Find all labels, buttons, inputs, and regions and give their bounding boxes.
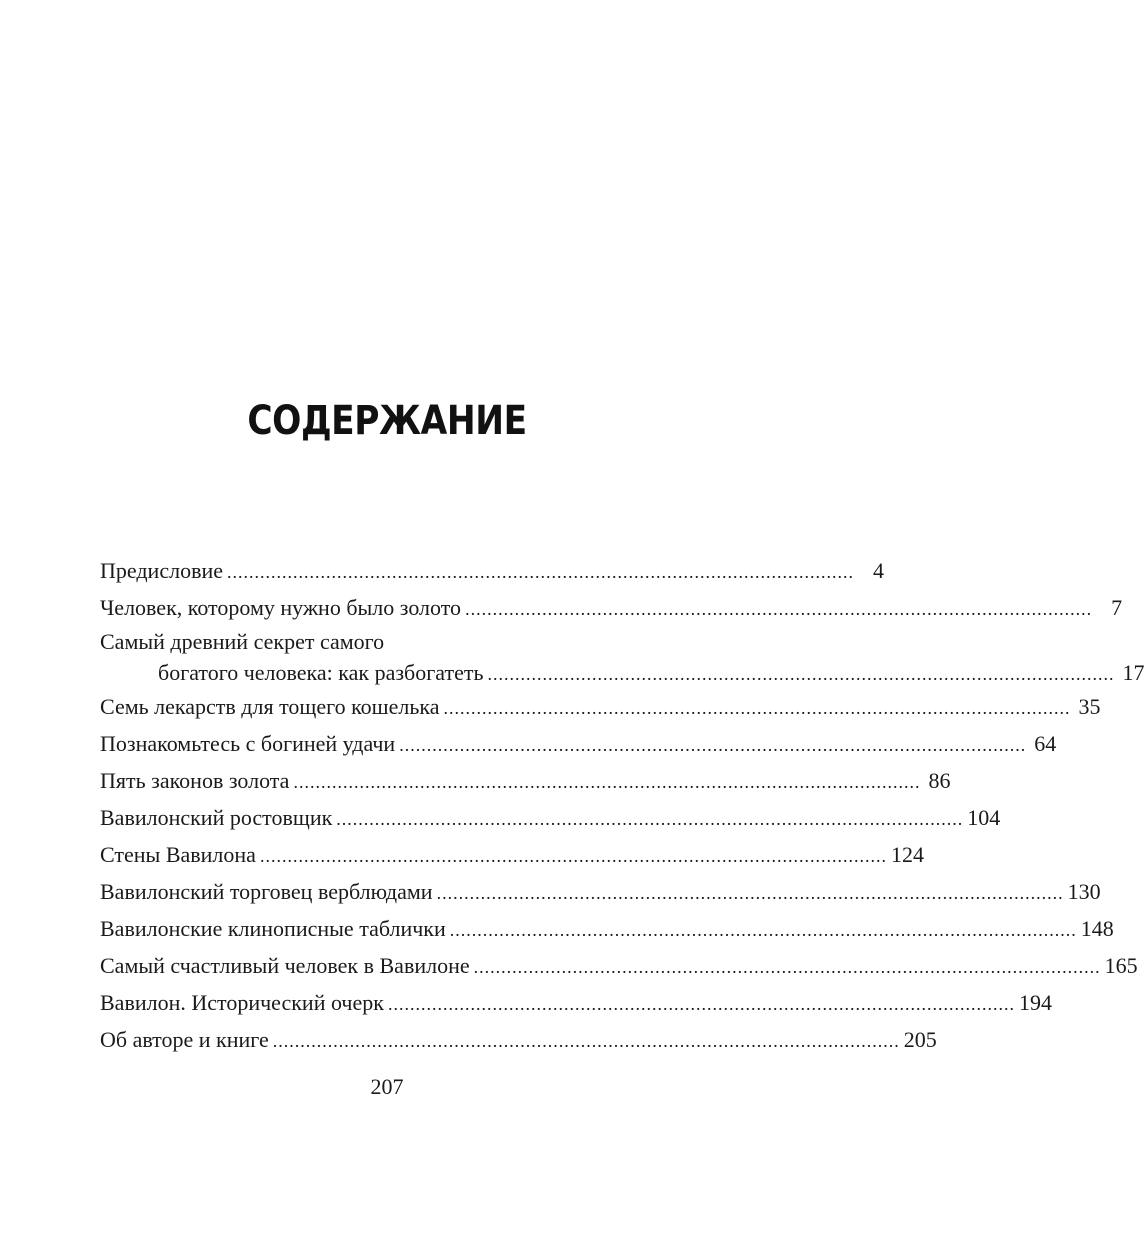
dot-leader: .................................................................................................................. bbox=[336, 809, 964, 829]
dot-leader: .................................................................................................................. bbox=[443, 698, 1071, 718]
toc-entry-label: Самый древний секрет самого bbox=[100, 629, 385, 654]
toc-entry[interactable] bbox=[100, 725, 1057, 762]
toc-entry-label: богатого человека: как разбогатеть bbox=[158, 660, 484, 685]
page-number: 207 bbox=[370, 1074, 404, 1099]
toc-entry-page: 35 bbox=[1078, 694, 1101, 719]
dot-leader: .................................................................................................................. bbox=[399, 735, 1027, 755]
toc-entry-page: 130 bbox=[1067, 879, 1101, 904]
toc-entry-page: 148 bbox=[1080, 916, 1114, 941]
toc-entry-label: Вавилон. Исторический очерк bbox=[100, 990, 384, 1015]
dot-leader: .................................................................................................................. bbox=[436, 883, 1064, 903]
toc-entry-label: Человек, которому нужно было золото bbox=[100, 595, 462, 620]
dot-leader: .................................................................................................................. bbox=[227, 562, 854, 582]
toc-entry[interactable] bbox=[100, 947, 1138, 984]
dot-leader: .................................................................................................................. bbox=[387, 994, 1015, 1014]
toc-entry-page: 64 bbox=[1034, 731, 1057, 756]
toc-entry-label: Вавилонские клинописные таблички bbox=[100, 916, 446, 941]
toc-entry-page: 205 bbox=[903, 1027, 937, 1052]
dot-leader: .................................................................................................................. bbox=[449, 920, 1077, 940]
toc-entry[interactable] bbox=[100, 984, 1052, 1021]
toc-entry[interactable] bbox=[100, 836, 924, 873]
toc-entry[interactable] bbox=[100, 1021, 937, 1058]
toc-entry[interactable] bbox=[100, 762, 951, 799]
dot-leader: .................................................................................................................. bbox=[473, 957, 1101, 977]
toc-entry-page: 17 bbox=[1122, 660, 1144, 685]
toc-entry-label: Стены Вавилона bbox=[100, 842, 256, 867]
toc-entry[interactable] bbox=[100, 873, 1101, 910]
toc-entry-label: Вавилонский ростовщик bbox=[100, 805, 333, 830]
toc-entry-label: Вавилонский торговец верблюдами bbox=[100, 879, 433, 904]
toc-entry[interactable] bbox=[100, 910, 1114, 947]
toc-entry[interactable] bbox=[100, 688, 1101, 725]
toc-entry-page: 104 bbox=[967, 805, 1001, 830]
toc-entry[interactable] bbox=[100, 552, 884, 589]
toc-entry-continuation[interactable] bbox=[100, 657, 1144, 688]
toc-entry[interactable] bbox=[100, 589, 1123, 626]
toc-entry-page: 165 bbox=[1104, 953, 1138, 978]
toc-entry-page: 194 bbox=[1018, 990, 1052, 1015]
toc-entry[interactable] bbox=[100, 626, 653, 657]
toc-entry-page: 124 bbox=[890, 842, 924, 867]
toc-entry-label: Самый счастливый человек в Вавилоне bbox=[100, 953, 470, 978]
toc-entry-label: Познакомьтесь с богиней удачи bbox=[100, 731, 396, 756]
dot-leader: .................................................................................................................. bbox=[272, 1031, 900, 1051]
toc-entry-label: Пять законов золота bbox=[100, 768, 290, 793]
toc-entry-page: 4 bbox=[873, 558, 884, 583]
dot-leader: .................................................................................................................. bbox=[487, 664, 1115, 684]
dot-leader: .................................................................................................................. bbox=[259, 846, 887, 866]
table-of-contents bbox=[100, 552, 1144, 1058]
toc-entry-label: Семь лекарств для тощего кошелька bbox=[100, 694, 440, 719]
toc-entry-label: Об авторе и книге bbox=[100, 1027, 269, 1052]
dot-leader: .................................................................................................................. bbox=[465, 599, 1093, 619]
page-title: СОДЕРЖАНИЕ bbox=[247, 398, 527, 444]
dot-leader: .................................................................................................................. bbox=[293, 772, 921, 792]
toc-entry[interactable] bbox=[100, 799, 1001, 836]
toc-entry-label: Предисловие bbox=[100, 558, 223, 583]
toc-entry-page: 86 bbox=[928, 768, 951, 793]
toc-entry-page: 7 bbox=[1111, 595, 1123, 620]
